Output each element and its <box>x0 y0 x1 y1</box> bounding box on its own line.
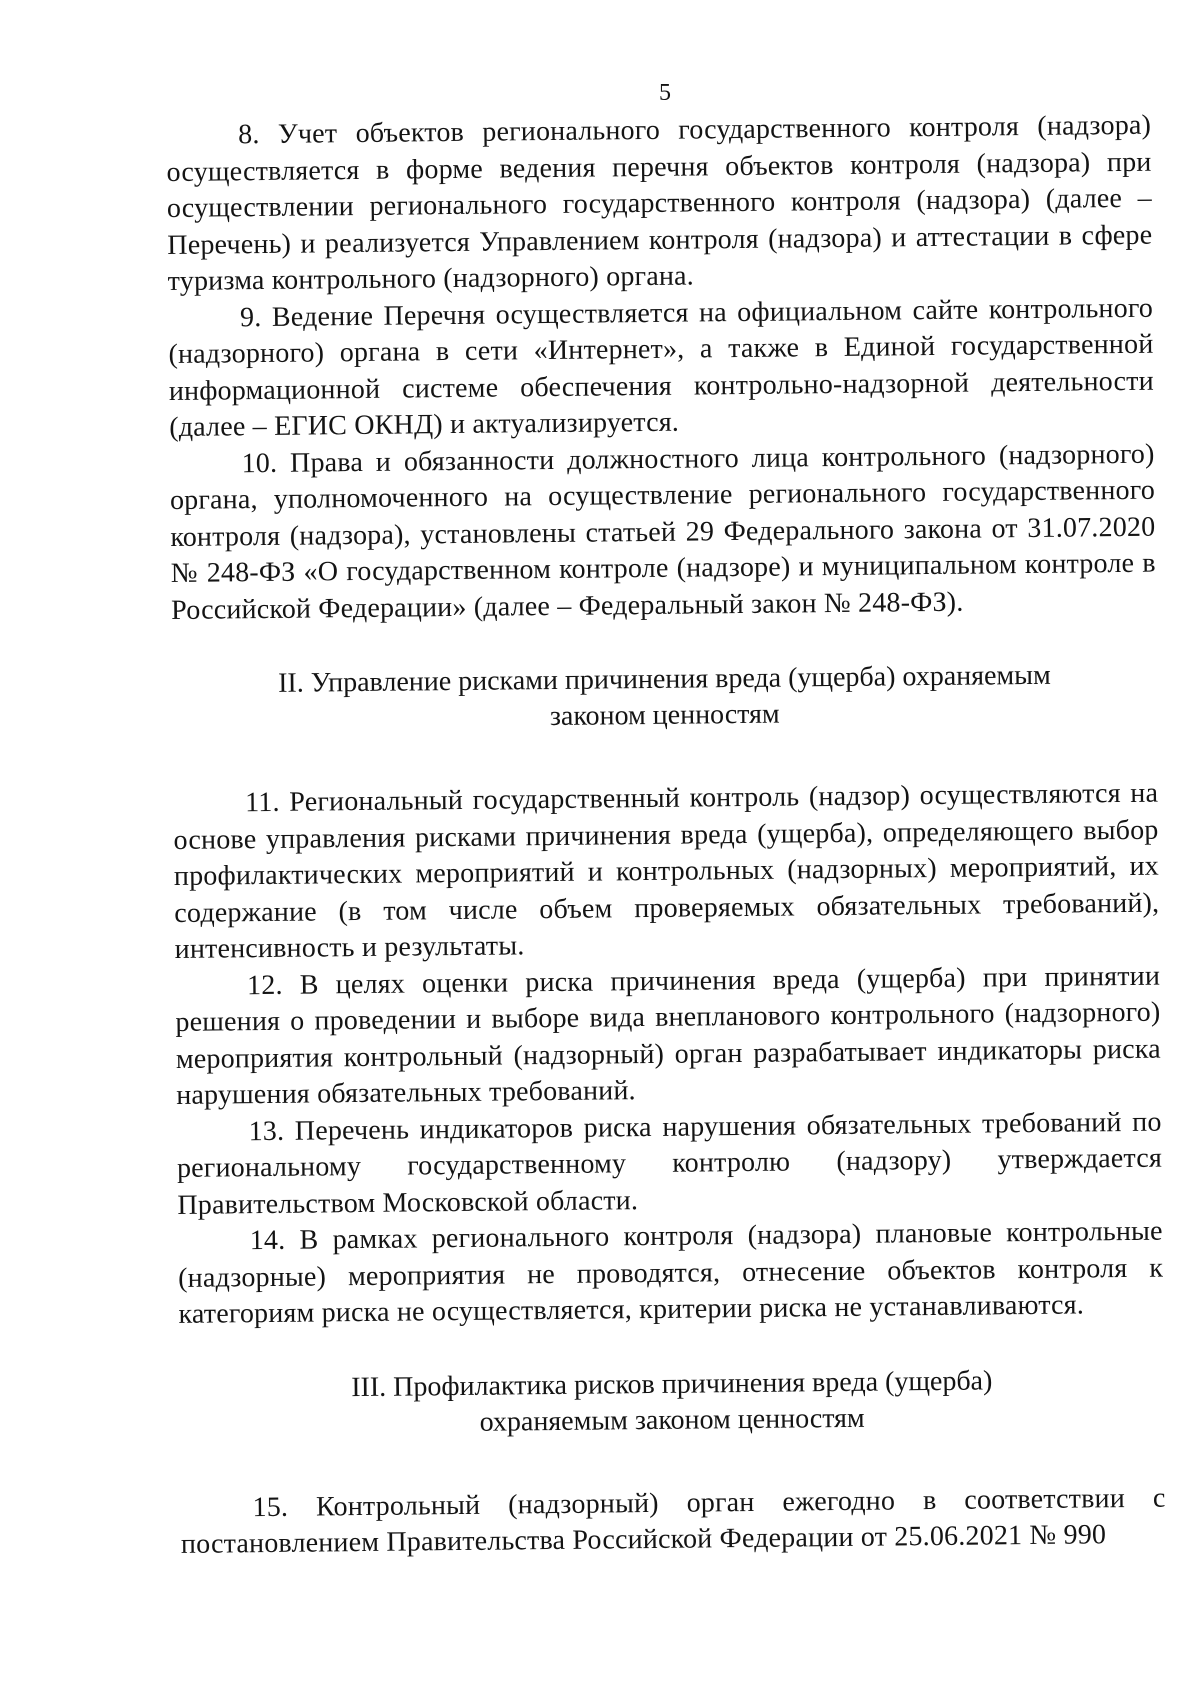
paragraph-14: 14. В рамках регионального контроля (надзора) плановые контрольные (надзорные) мероприятия не проводятся, отнесение объектов контроля к категориям риска не осуществляется, критерии риска не устанавливаются. <box>177 1215 1164 1330</box>
paragraph-9: 9. Ведение Перечня осуществляется на официальном сайте контрольного (надзорного) органа в сети «Интернет», а также в Единой государственной информационной системе обеспечения контрольно-надзорной деятельности (далее – ЕГИС ОКНД) и актуализируется. <box>168 292 1154 443</box>
section-heading-3-line1: III. Профилактика рисков причинения вреда (ущерба) <box>351 1364 993 1403</box>
paragraph-10: 10. Права и обязанности должностного лица контрольного (надзорного) органа, уполномоченного на осуществление регионального государственного контроля (надзора), установлены статьей 29 Федерального закона от 31.07.2020 № 248-ФЗ «О государственном контроле (надзоре) и муниципальном контроле в Российской Федерации» (далее – Федеральный закон № 248-ФЗ). <box>169 438 1156 626</box>
paragraph-15: 15. Контрольный (надзорный) орган ежегодно в соответствии с постановлением Правительства Российской Федерации от 25.06.2021 № 990 <box>180 1482 1166 1560</box>
section-heading-3 <box>179 1361 1165 1443</box>
paragraph-11: 11. Региональный государственный контроль (надзор) осуществляются на основе управления рисками причинения вреда (ущерба), определяющего выбор профилактических мероприятий и контрольных (надзорных) мероприятий, их содержание (в том числе объем проверяемых обязательных требований), интенсивность и результаты. <box>173 777 1160 965</box>
document-body <box>166 108 1166 1564</box>
paragraph-13: 13. Перечень индикаторов риска нарушения обязательных требований по региональному государственному контролю (надзору) утверждается Правительством Московской области. <box>176 1106 1163 1221</box>
paragraph-12: 12. В целях оценки риска причинения вреда (ущерба) при принятии решения о проведении и выборе вида внепланового контрольного (надзорного) мероприятия контрольный (надзорный) орган разрабатывает индикаторы риска нарушения обязательных требований. <box>175 960 1161 1111</box>
section-heading-2-line2: законом ценностям <box>549 698 780 733</box>
paragraph-8: 8. Учет объектов регионального государственного контроля (надзора) осуществляется в форме ведения перечня объектов контроля (надзора) при осуществлении регионального государственного контроля (надзора) (далее – Перечень) и реализуется Управлением контроля (надзора) и аттестации в сфере туризма контрольного (надзорного) органа. <box>166 109 1153 297</box>
section-heading-3-line2: охраняемым законом ценностям <box>479 1402 865 1438</box>
page-number: 5 <box>659 80 671 106</box>
section-heading-2-line1: II. Управление рисками причинения вреда (ущерба) охраняемым <box>277 659 1051 699</box>
section-heading-2 <box>172 657 1158 739</box>
